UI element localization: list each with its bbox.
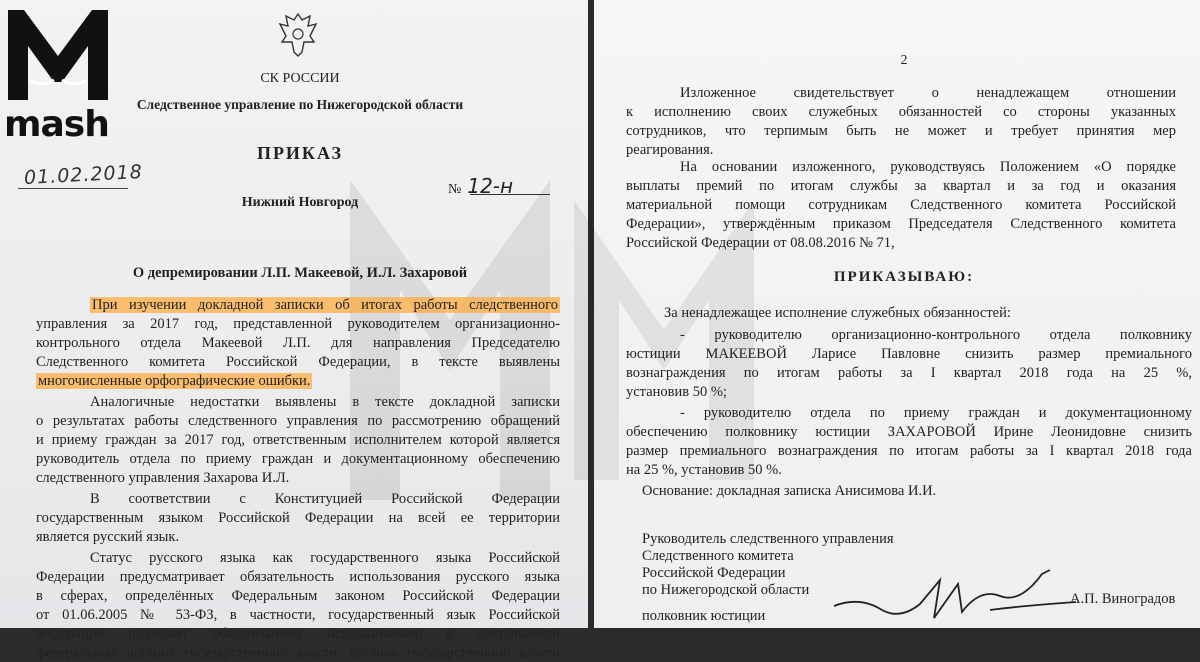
department-name: Следственное управление по Нижегородской области	[136, 97, 464, 112]
paragraph-line	[90, 296, 560, 314]
paragraph-line: Федерации», утверждённым приказом Председателя Следственного комитета	[626, 216, 1176, 232]
signer-rank: полковник юстиции	[642, 608, 766, 624]
paragraph-line: в сферах, определённых Федеральным законом Российской Федерации	[36, 588, 560, 604]
paragraph-line	[36, 372, 312, 390]
order-line: на 25 %, установив 50 %.	[626, 462, 782, 478]
paragraph-line: руководитель отдела по приему граждан и документационному обеспечению	[36, 451, 560, 467]
document-subject: О депремировании Л.П. Макеевой, И.Л. Захаровой	[132, 265, 468, 281]
paragraph-line: к исполнению своих служебных обязанностей со стороны указанных	[626, 104, 1176, 120]
paragraph-line	[36, 315, 560, 333]
order-line: установив 50 %;	[626, 384, 727, 400]
left-document-page	[0, 0, 588, 661]
paragraph-line: контрольного отдела Макеевой Л.П. для направления Председателю	[36, 335, 560, 351]
russian-eagle-emblem-icon	[276, 10, 320, 58]
paragraph-line: На основании изложенного, руководствуясь Положением «О порядке	[680, 159, 1176, 175]
page-number: 2	[900, 53, 908, 68]
paragraph-line: материальной помощи сотрудникам Следственного комитета Российской	[626, 197, 1176, 213]
paragraph-line: Изложенное свидетельствует о ненадлежащем отношении	[680, 85, 1176, 101]
highlighted-text: многочисленные орфографические ошибки.	[38, 373, 311, 389]
date-underline	[18, 188, 128, 189]
handwritten-signature-icon	[830, 566, 1080, 628]
basis-line: Основание: докладная записка Анисимова И.И.	[642, 483, 937, 499]
paragraph-line: от 01.06.2005 № 53-ФЗ, в частности, государственный язык Российской	[36, 607, 560, 623]
order-line: обеспечению полковнику юстиции ЗАХАРОВОЙ Ирине Леонидовне снизить	[626, 424, 1192, 440]
order-number-label: №	[448, 182, 462, 197]
paragraph-line: Аналогичные недостатки выявлены в тексте докладной записки	[90, 394, 560, 410]
order-line: За ненадлежащее исполнение служебных обязанностей:	[664, 305, 1011, 321]
signer-name: А.П. Виноградов	[1070, 591, 1176, 607]
document-type-title: ПРИКАЗ	[256, 143, 344, 163]
paragraph-line: следственного управления Захарова И.Л.	[36, 470, 290, 486]
order-line: вознаграждения по итогам работы за I квартал 2018 года на 25 %,	[626, 365, 1192, 381]
order-line: юстиции МАКЕЕВОЙ Ларисе Павловне снизить размер премиального	[626, 346, 1192, 362]
mash-logo-text: mash	[4, 104, 109, 145]
order-line: - руководителю организационно-контрольного отдела полковнику	[680, 327, 1192, 343]
paragraph-line: является русский язык.	[36, 529, 180, 545]
order-number-underline	[470, 194, 550, 195]
signature-block-line: Российской Федерации	[642, 565, 786, 581]
paragraph-line: Статус русского языка как государственного языка Российской	[90, 550, 560, 566]
paragraph-line: Следственного комитета Российской Федерации, в тексте выявлены	[36, 354, 560, 370]
signature-block-line: по Нижегородской области	[642, 582, 810, 598]
paragraph-line: федеральных органов государственной власти, органов государственной власти	[36, 645, 560, 661]
handwritten-date: 01.02.2018	[23, 160, 144, 190]
order-line: - руководителю отдела по приему граждан и документационному	[680, 405, 1192, 421]
signature-block-line: Руководитель следственного управления	[642, 531, 894, 547]
paragraph-line: Федерации подлежит обязательному использованию в деятельности	[36, 626, 560, 642]
paragraph-line: выплаты премий по итогам службы за квартал и за год и оказания	[626, 178, 1176, 194]
right-document-page	[594, 0, 1200, 628]
paragraph-line: В соответствии с Конституцией Российской Федерации	[90, 491, 560, 507]
paragraph-line: и приему граждан за 2017 год, ответственным исполнителем которой является	[36, 432, 560, 448]
order-line: размер премиального вознаграждения по итогам работы за I квартал 2018 года	[626, 443, 1192, 459]
paragraph-line: сотрудников, что терпимым быть не может и требует принятия мер	[626, 123, 1176, 139]
order-number-value: 12-н	[467, 174, 514, 198]
signature-block-line: Следственного комитета	[642, 548, 794, 564]
highlighted-text: При изучении докладной записки об итогах работы следственного	[92, 297, 558, 313]
agency-name: СК РОССИИ	[260, 71, 340, 86]
paragraph-line: Федерации предусматривает обязательность использования русского языка	[36, 569, 560, 585]
paragraph-line: реагирования.	[626, 142, 714, 158]
paragraph-line: государственным языком Российской Федерации на всей ее территории	[36, 510, 560, 526]
paragraph-line-text: управления за 2017 год, представленной руководителем организационно-	[36, 316, 560, 332]
city-name: Нижний Новгород	[241, 195, 359, 210]
paragraph-line: Российской Федерации от 08.08.2016 № 71,	[626, 235, 895, 251]
order-heading: ПРИКАЗЫВАЮ:	[833, 269, 975, 285]
paragraph-line: о результатах работы следственного управления по рассмотрению обращений	[36, 413, 560, 429]
